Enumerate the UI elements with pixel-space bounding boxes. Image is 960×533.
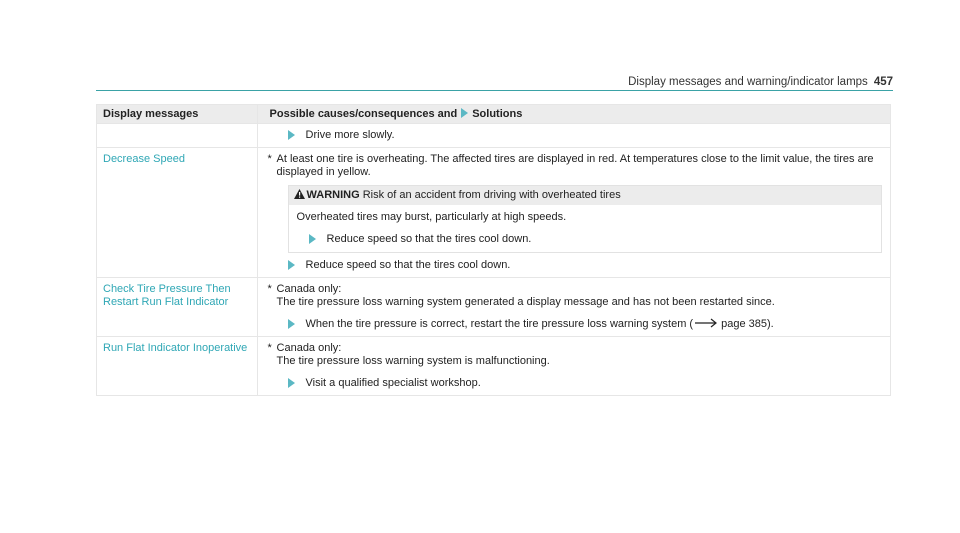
message-check-tire-pressure: Check Tire Pressure Then Restart Run Flat Indicator (103, 283, 231, 308)
running-header (593, 76, 893, 90)
solution-step: Visit a qualified specialist workshop. (288, 377, 882, 390)
warning-triangle-icon (294, 189, 305, 199)
warning-step: Reduce speed so that the tires cool down. (309, 233, 873, 246)
solutions-label: Solutions (472, 108, 523, 120)
cause-text: * Canada only: (267, 342, 342, 354)
cause-detail: The tire pressure loss warning system is malfunctioning. (276, 355, 550, 367)
warning-body (289, 205, 881, 252)
message-cell (97, 278, 258, 337)
step-arrow-icon (288, 319, 295, 329)
cause-text: * At least one tire is overheating. The affected tires are displayed in red. At temperatures close to the limit value, the tires are displayed in yellow. (267, 153, 874, 178)
cause-detail: The tire pressure loss warning system generated a display message and has not been restarted since. (276, 296, 775, 308)
table-row (97, 124, 891, 148)
solution-step: When the tire pressure is correct, restart the tire pressure loss warning system ( page 385). (288, 318, 882, 331)
warning-label: WARNING (306, 189, 360, 201)
step-arrow-icon (288, 260, 295, 270)
message-cell (97, 148, 258, 278)
warning-header (289, 186, 881, 205)
solution-step: Drive more slowly. (288, 129, 882, 142)
message-cell (97, 124, 258, 148)
table-row (97, 148, 891, 278)
cause-solution-cell (257, 337, 890, 396)
message-decrease-speed: Decrease Speed (103, 153, 185, 165)
cause-solution-cell (257, 148, 890, 278)
column-header-causes-solutions (257, 105, 890, 124)
step-arrow-icon (288, 378, 295, 388)
message-cell (97, 337, 258, 396)
warning-box (288, 185, 882, 253)
cause-text: * Canada only: (267, 283, 342, 295)
header-title: Display messages and warning/indicator lamps (628, 76, 868, 88)
header-divider (96, 90, 893, 91)
table-row (97, 278, 891, 337)
display-messages-table (96, 104, 891, 396)
step-arrow-icon (309, 234, 316, 244)
page-number: 457 (873, 76, 893, 88)
page-reference-link[interactable]: page 385). (721, 318, 774, 330)
column-header-display-messages: Display messages (97, 105, 258, 124)
warning-text: Overheated tires may burst, particularly at high speeds. (296, 211, 567, 223)
causes-label: Possible causes/consequences and (269, 108, 458, 120)
table-header-row (97, 105, 891, 124)
warning-title: Risk of an accident from driving with overheated tires (362, 189, 621, 201)
solution-step: Reduce speed so that the tires cool down. (288, 259, 882, 272)
step-arrow-icon (288, 130, 295, 140)
solution-arrow-icon (461, 108, 468, 118)
cause-solution-cell (257, 278, 890, 337)
table-row (97, 337, 891, 396)
solution-cell (257, 124, 890, 148)
message-run-flat-inoperative: Run Flat Indicator Inoperative (103, 342, 248, 354)
page-reference-arrow-icon[interactable] (695, 318, 719, 328)
